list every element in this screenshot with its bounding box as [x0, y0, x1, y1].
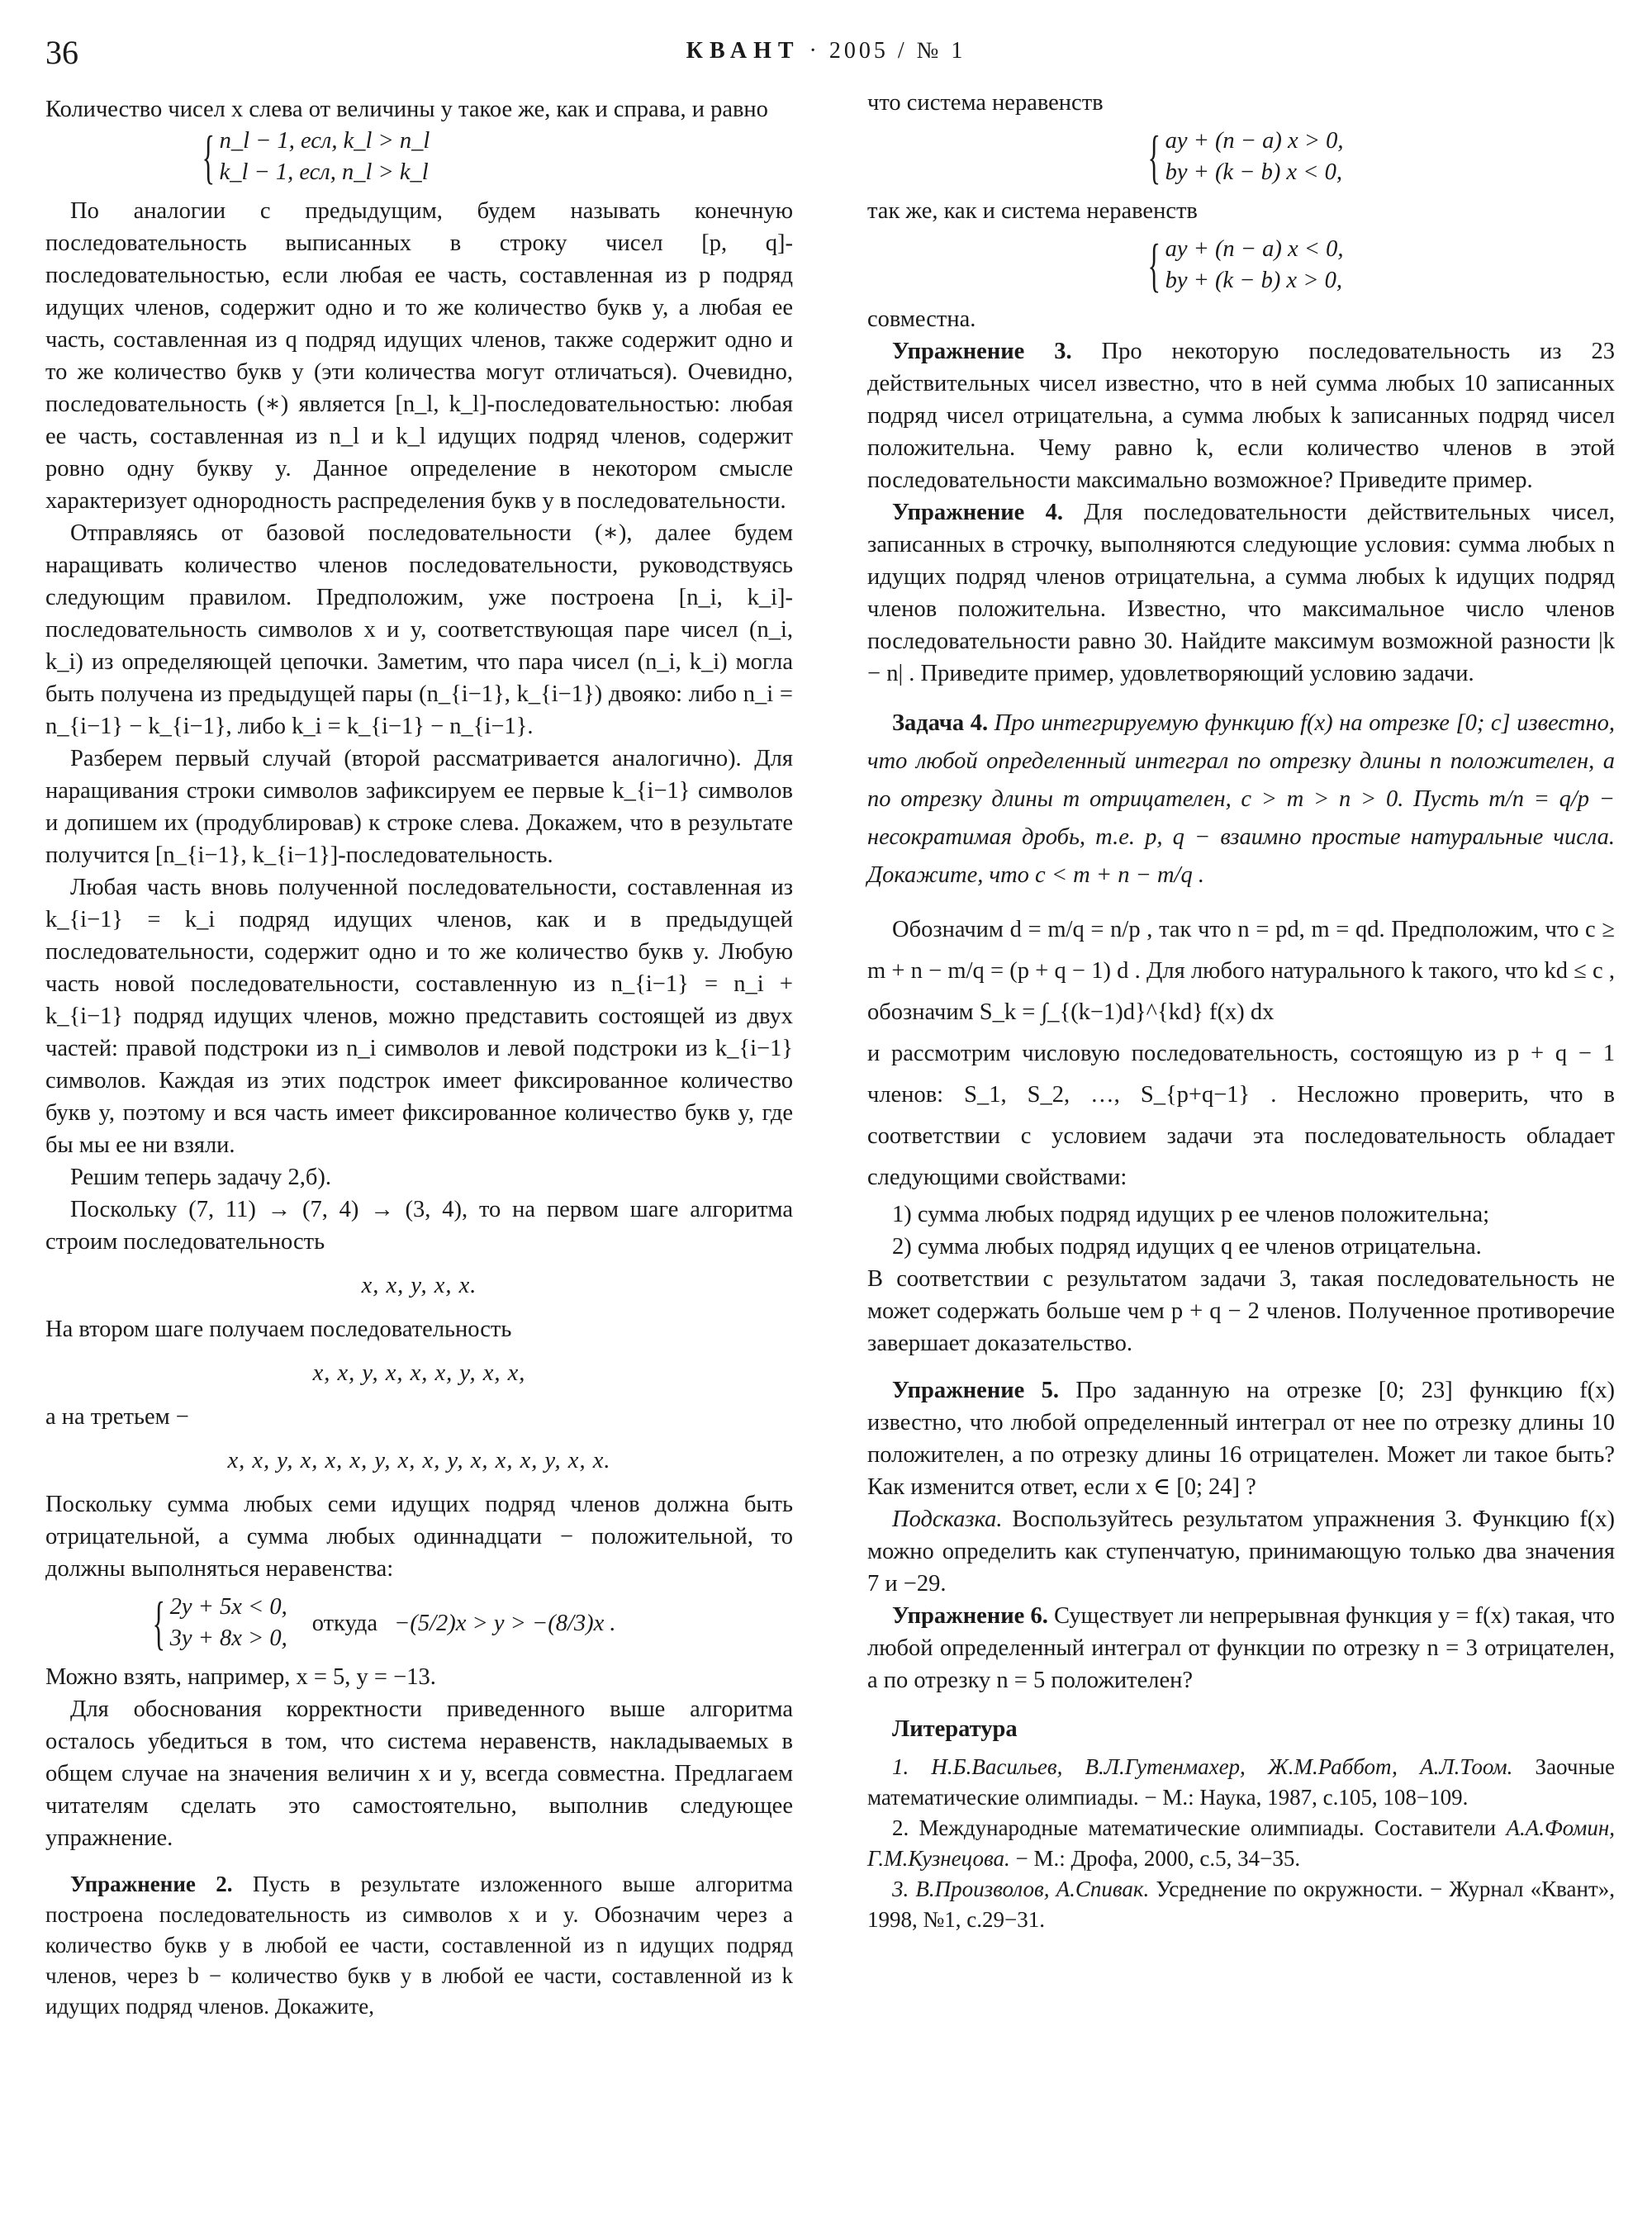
paragraph-third-step: а на третьем −: [45, 1404, 189, 1430]
exercise-4-title: Упражнение 4.: [892, 500, 1064, 525]
paragraph-inequalities: Поскольку сумма любых семи идущих подряд членов должна быть отрицательной, а сумма любых одиннадцати − положительной, то должны выполняться неравенства:: [45, 1492, 793, 1582]
cases-lines: [220, 126, 430, 188]
paragraph-algorithm: Отправляясь от базовой последовательности (∗), далее будем наращивать количество членов последовательности, руководствуясь следующим правилом. Предположим, уже построена [n_i, k_i]-последовательность символов x и y, соответствующая паре чисел (n_i, k_i) из определяющей цепочки. Заметим, что пара чисел (n_i, k_i) могла быть получена из предыдущей пары (n_{i−1}, k_{i−1}) двояко: либо n_i = n_{i−1} − k_{i−1}, либо k_i = k_{i−1} − n_{i−1}.: [45, 520, 793, 739]
property-1: 1) сумма любых подряд идущих p ее членов положительна;: [892, 1202, 1490, 1227]
task-4-text: Про интегрируемую функцию f(x) на отрезке [0; c] известно, что любой определенный интеграл по отрезку длины n положителен, а по отрезку длины m отрицателен, c > m > n > 0. Пусть m/n = q/p − несократимая дробь, т.е. p, q − взаимно простые натуральные числа. Докажите, что c < m + n − m/q .: [867, 710, 1615, 888]
system-1-line-1: 2y + 5x < 0,: [169, 1594, 287, 1620]
exercise-3-title: Упражнение 3.: [892, 339, 1072, 364]
system-1-line-2: 3y + 8x > 0,: [169, 1625, 287, 1651]
literature-2-start: 2. Международные математические олимпиады. Составители: [892, 1815, 1497, 1840]
exercise-4: [867, 496, 1615, 690]
literature-2-rest: − М.: Дрофа, 2000, с.5, 34−35.: [1015, 1846, 1301, 1871]
brace-symbol: {: [1147, 232, 1161, 298]
hint: [867, 1503, 1615, 1600]
sequence-2: x, x, y, x, x, x, y, x, x,: [312, 1360, 526, 1386]
literature-2-authors: А.А.Фомин, Г.М.Кузнецова.: [867, 1815, 1616, 1871]
left-column: [45, 87, 793, 2022]
paragraph-sequence-s: и рассмотрим числовую последовательность, состоящую из p + q − 1 членов: S_1, S_2, …, S_{p+q−1} . Несложно проверить, что в соответствии с условием задачи эта последовательность обладает следующими свойствами:: [867, 1041, 1615, 1190]
hint-text: Воспользуйтесь результатом упражнения 3. Функцию f(x) можно определить как ступенчатую, принимающую только два значения 7 и −29.: [867, 1507, 1616, 1597]
paragraph-second-step: На втором шаге получаем последовательность: [45, 1317, 512, 1342]
brace-symbol: {: [202, 124, 216, 190]
paragraph-count: Количество чисел x слева от величины y такое же, как и справа, и равно: [45, 97, 768, 122]
exercise-2-title: Упражнение 2.: [70, 1872, 233, 1896]
paragraph-definition: По аналогии с предыдущим, будем называть конечную последовательность выписанных в строку чисел [p, q]-последовательностью, если любая ее часть, составленная из p подряд идущих членов, содержит одно и то же количество букв y, а любая ее часть, составленная из q подряд идущих членов, также содержит одно и то же количество букв y (эти количества могут отличаться). Очевидно, последовательность (∗) является [n_l, k_l]-последовательностью: любая ее часть, составленная из n_l и k_l идущих подряд членов, содержит ровно одну букву y. Данное определение в некотором смысле характеризует однородность распределения букв y в последовательности.: [45, 198, 793, 514]
system-b-line-1: ay + (n − a) x < 0,: [1165, 236, 1344, 262]
system-b-line-2: by + (k − b) x > 0,: [1165, 268, 1342, 293]
brace-symbol: {: [152, 1590, 166, 1656]
system-a-line-2: by + (k − b) x < 0,: [1165, 159, 1342, 185]
paragraph-as-well: так же, как и система неравенств: [867, 198, 1198, 224]
literature-3-rest: Усреднение по окружности. − Журнал «Квант», 1998, №1, с.29−31.: [867, 1877, 1615, 1932]
literature-1-rest: Заочные математические олимпиады. − М.: Наука, 1987, с.105, 108−109.: [867, 1754, 1616, 1810]
journal-issue: · 2005 / № 1: [809, 38, 966, 64]
task-4-title: Задача 4.: [892, 710, 989, 736]
inequality-system-1: [145, 1592, 793, 1654]
exercise-3: [867, 335, 1615, 496]
paragraph-solve: Решим теперь задачу 2,б).: [70, 1165, 331, 1190]
paragraph-proof: Любая часть вновь полученной последовательности, составленная из k_{i−1} = k_i подряд идущих членов, как и в предыдущей последовательности, содержит одно и то же количество букв y. Любую часть новой последовательности, составленную из n_{i−1} = n_i + k_{i−1} подряд идущих членов, можно представить состоящей из двух частей: правой подстроки из n_i символов и левой подстроки из k_{i−1} символов. Каждая из этих подстрок имеет фиксированное количество букв y, поэтому и вся часть имеет фиксированное количество букв y, где бы мы ее ни взяли.: [45, 875, 793, 1158]
spacer: [867, 1359, 1615, 1374]
journal-name: КВАНТ: [686, 38, 800, 64]
exercise-6-title: Упражнение 6.: [892, 1603, 1048, 1629]
property-2: 2) сумма любых подряд идущих q ее членов отрицательна.: [892, 1234, 1482, 1260]
exercise-2-text: Пусть в результате изложенного выше алгоритма построена последовательность из символов x и y. Обозначим через a количество букв y в любой ее части, составленной из n идущих подряд членов, через b − количество букв y в любой ее части, составленной из k идущих подряд членов. Докажите,: [45, 1872, 794, 2019]
paragraph-contradiction: В соответствии с результатом задачи 3, такая последовательность не может содержать больше чем p + q − 2 членов. Полученное противоречие завершает доказательство.: [867, 1266, 1615, 1356]
system-a-line-1: ay + (n − a) x > 0,: [1165, 128, 1344, 154]
spacer: [867, 690, 1615, 705]
right-column: [867, 87, 1615, 1935]
paragraph-example: Можно взять, например, x = 5, y = −13.: [45, 1664, 436, 1690]
paragraph-consistent: совместна.: [867, 306, 976, 332]
system-1-word: откуда: [311, 1610, 378, 1636]
literature-item-1: [867, 1752, 1615, 1813]
exercise-5-text: Про заданную на отрезке [0; 23] функцию f(x) известно, что любой определенный интеграл от нее по отрезку длины 10 положителен, а по отрезку длины 16 отрицателен. Может ли такое быть? Как изменится ответ, если x ∈ [0; 24] ?: [867, 1378, 1616, 1500]
paragraph-proof-setup: Обозначим d = m/q = n/p , так что n = pd, m = qd. Предположим, что c ≥ m + n − m/q = (p + q − 1) d . Для любого натурального k такого, что kd ≤ c , обозначим S_k = ∫_{(k−1)d}^{kd} f(x) dx: [867, 917, 1615, 1025]
literature-item-2: [867, 1813, 1615, 1874]
exercise-3-text: Про некоторую последовательность из 23 действительных чисел известно, что в ней сумма любых 10 записанных подряд чисел отрицательна, а сумма любых k записанных подряд чисел положительна. Чему равно k, если количество членов в этой последовательности максимально возможное? Приведите пример.: [867, 339, 1615, 493]
literature-1-authors: 1. Н.Б.Васильев, В.Л.Гутенмахер, Ж.М.Раббот, А.Л.Тоом.: [892, 1754, 1513, 1779]
literature-3-authors: 3. В.Произволов, А.Спивак.: [892, 1877, 1150, 1901]
paragraph-first-case: Разберем первый случай (второй рассматривается аналогично). Для наращивания строки символов зафиксируем ее первые k_{i−1} символов и допишем их (продублировав) к строке слева. Докажем, что в результате получится [n_{i−1}, k_{i−1}]-последовательность.: [45, 746, 793, 868]
case-2: k_l − 1, есл, n_l > k_l: [219, 159, 429, 185]
system-b-lines: [1165, 234, 1344, 297]
sequence-3: x, x, y, x, x, x, y, x, x, y, x, x, x, y, x, x.: [227, 1448, 611, 1473]
inequality-system-a: [1140, 126, 1615, 188]
exercise-4-text: Для последовательности действительных чисел, записанных в строчку, выполняются следующие условия: сумма любых n идущих подряд членов отрицательна, а сумма любых k идущих подряд членов положительна. Известно, что максимальное число членов последовательности равно 30. Найдите максимум возможной разности |k − n| . Приведите пример, удовлетворяющий условию задачи.: [867, 500, 1616, 686]
exercise-5-title: Упражнение 5.: [892, 1378, 1060, 1403]
exercise-6-text: Существует ли непрерывная функция y = f(x) такая, что любой определенный интеграл от функции по отрезку n = 3 отрицателен, а по отрезку n = 5 положителен?: [867, 1603, 1616, 1693]
system-a-lines: [1165, 126, 1344, 188]
system-1-lines: [170, 1592, 287, 1654]
journal-title: [686, 38, 966, 64]
exercise-5: [867, 1374, 1615, 1503]
spacer: [45, 1854, 793, 1869]
literature-heading: Литература: [892, 1716, 1018, 1742]
page-number: 36: [45, 34, 78, 71]
cases-system: [194, 126, 793, 188]
exercise-2: [45, 1869, 793, 2022]
literature-item-3: [867, 1874, 1615, 1935]
sequence-1: x, x, y, x, x.: [361, 1273, 477, 1298]
task-4: [867, 705, 1615, 894]
spacer: [867, 894, 1615, 909]
brace-symbol: {: [1147, 124, 1161, 190]
system-1-result: −(5/2)x > y > −(8/3)x .: [394, 1610, 616, 1636]
paragraph-system-intro: что система неравенств: [867, 90, 1104, 116]
page-header: [45, 33, 1607, 83]
inequality-system-b: [1140, 234, 1615, 297]
hint-title: Подсказка.: [892, 1507, 1003, 1532]
paragraph-first-step: Поскольку (7, 11) → (7, 4) → (3, 4), то на первом шаге алгоритма строим последовательность: [45, 1197, 793, 1255]
count-cases: [45, 93, 793, 126]
case-1: n_l − 1, есл, k_l > n_l: [219, 128, 430, 154]
paragraph-correctness: Для обоснования корректности приведенного выше алгоритма осталось убедиться в том, что система неравенств, накладываемых в общем случае на значения величин x и y, всегда совместна. Предлагаем читателям сделать это самостоятельно, выполнив следующее упражнение.: [45, 1696, 793, 1851]
exercise-6: [867, 1600, 1615, 1696]
